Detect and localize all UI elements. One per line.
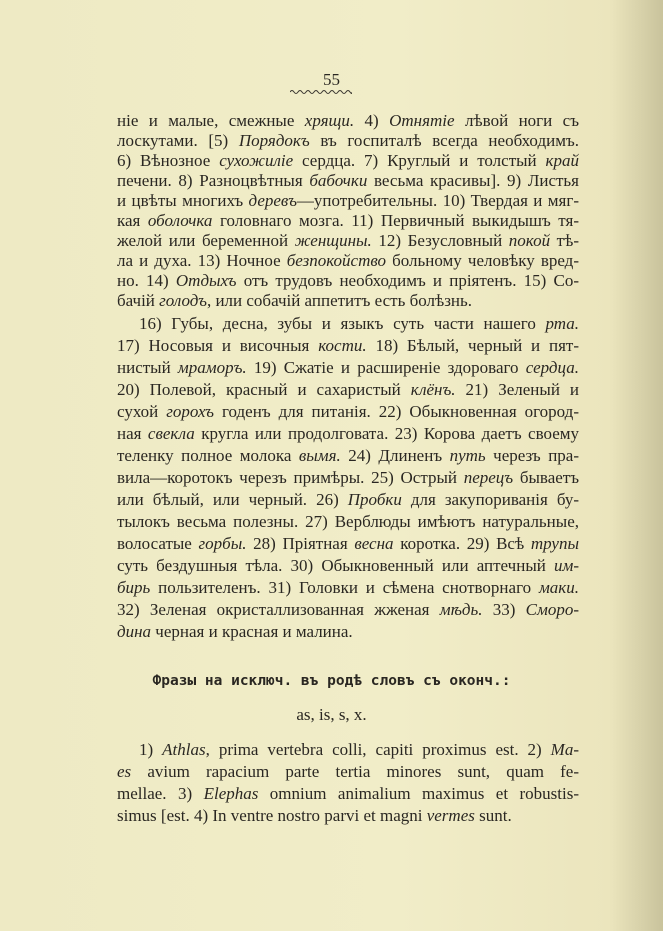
italic-term: деревъ xyxy=(248,191,297,210)
text-line xyxy=(117,231,579,251)
italic-term: весна xyxy=(354,534,394,553)
text-line xyxy=(117,761,579,783)
italic-term: сердца. xyxy=(525,358,579,377)
italic-term: Athlas xyxy=(162,740,206,759)
text-segment: для закупориванія бу- xyxy=(401,490,579,509)
text-segment: вила—коротокъ черезъ примѣры. 25) Острый xyxy=(117,468,464,487)
italic-term: Порядокъ xyxy=(238,131,310,150)
text-segment: ная xyxy=(117,424,148,443)
text-segment: лѣвой ноги съ xyxy=(454,111,579,130)
text-segment: бачій xyxy=(117,291,160,310)
text-line xyxy=(117,401,579,423)
text-segment: желой или беременной xyxy=(117,231,295,250)
text-segment: 17) Носовыя и височныя xyxy=(117,336,319,355)
text-segment: кругла или продолговата. 23) Корова даетъ своему xyxy=(194,424,580,443)
italic-term: горбы. xyxy=(198,534,247,553)
text-segment: больному человѣку вред- xyxy=(386,251,579,270)
text-segment: и цвѣты многихъ xyxy=(117,191,249,210)
italic-term: голодъ xyxy=(159,291,207,310)
italic-term: Сморо- xyxy=(525,600,579,619)
page-body xyxy=(117,111,579,827)
italic-term: Пробки xyxy=(347,490,402,509)
text-line xyxy=(117,577,579,599)
section-heading: Фразы на исключ. въ родѣ словъ съ оконч.: xyxy=(152,673,511,689)
italic-term: край xyxy=(545,151,579,170)
text-segment: печени. 8) Разноцвѣтныя xyxy=(117,171,310,190)
italic-term: горохъ xyxy=(166,402,214,421)
italic-term: свекла xyxy=(147,424,195,443)
italic-term: Отнятіе xyxy=(389,111,455,130)
text-segment: черная и красная и малина. xyxy=(151,622,353,641)
text-segment: simus [est. 4) In ventre nostro parvi et magni xyxy=(117,806,427,825)
text-line xyxy=(117,423,579,445)
text-segment: 32) Зеленая окристаллизованная жженая xyxy=(117,600,440,619)
italic-term: перецъ xyxy=(463,468,514,487)
italic-term: хрящи. xyxy=(304,111,355,130)
italic-term: Elephas xyxy=(203,784,259,803)
text-line xyxy=(117,191,579,211)
text-segment: 16) Губы, десна, зубы и языкъ суть части нашего xyxy=(139,314,546,333)
italic-term: им- xyxy=(553,556,579,575)
text-line xyxy=(117,533,579,555)
italic-term: маки. xyxy=(538,578,579,597)
text-segment: avium rapacium parte tertia minores sunt, quam fe- xyxy=(131,762,579,781)
text-segment: лоскутами. [5) xyxy=(117,131,239,150)
italic-term: женщины. xyxy=(294,231,372,250)
text-line xyxy=(117,739,579,761)
text-line xyxy=(117,313,579,335)
text-line xyxy=(117,271,579,291)
text-segment: пользителенъ. 31) Головки и сѣмена снотворнаго xyxy=(150,578,539,597)
text-segment: ніе и малые, смежные xyxy=(117,111,305,130)
text-segment: 19) Сжатіе и расширеніе здороваго xyxy=(246,358,526,377)
text-segment: или бѣлый, или черный. 26) xyxy=(117,490,348,509)
text-segment: 28) Пріятная xyxy=(246,534,355,553)
text-line xyxy=(117,555,579,577)
text-segment: 18) Бѣлый, черный и пят- xyxy=(366,336,579,355)
text-line xyxy=(117,171,579,191)
text-segment: годенъ для питанія. 22) Обыкновенная огород- xyxy=(214,402,579,421)
italic-term: оболочка xyxy=(147,211,213,230)
text-segment: тѣ- xyxy=(550,231,579,250)
text-segment: бываетъ xyxy=(513,468,580,487)
text-line xyxy=(117,251,579,271)
text-segment: 4) xyxy=(354,111,390,130)
italic-term: рта. xyxy=(545,314,579,333)
italic-term: мраморъ. xyxy=(177,358,247,377)
italic-term: трупы xyxy=(530,534,579,553)
text-segment: волосатые xyxy=(117,534,199,553)
italic-term: мѣдь. xyxy=(439,600,483,619)
text-segment: отъ трудовъ необходимъ и пріятенъ. 15) Со- xyxy=(236,271,579,290)
text-segment: сердца. 7) Круглый и толстый xyxy=(293,151,546,170)
text-segment: 20) Полевой, красный и сахаристый xyxy=(117,380,411,399)
text-line xyxy=(117,511,579,533)
italic-term: Отдыхъ xyxy=(175,271,237,290)
text-line xyxy=(117,467,579,489)
text-line xyxy=(117,489,579,511)
italic-term: покой xyxy=(508,231,551,250)
text-segment: mellae. 3) xyxy=(117,784,204,803)
text-line xyxy=(117,357,579,379)
text-line xyxy=(117,335,579,357)
section-subheading: as, is, s, x. xyxy=(296,705,367,724)
text-segment: весьма красивы]. 9) Листья xyxy=(367,171,580,190)
page-number: 55 xyxy=(323,70,340,89)
italic-term: дина xyxy=(117,622,152,641)
text-line xyxy=(117,211,579,231)
text-line xyxy=(117,151,579,171)
italic-term: сухожиліе xyxy=(219,151,294,170)
text-segment: 24) Длиненъ xyxy=(340,446,450,465)
text-line xyxy=(117,621,579,643)
text-segment: коротка. 29) Всѣ xyxy=(393,534,531,553)
italic-term: кости. xyxy=(318,336,367,355)
decorative-wave-rule xyxy=(290,88,352,96)
text-line xyxy=(117,379,579,401)
text-line xyxy=(117,131,579,151)
text-segment: ла и духа. 13) Ночное xyxy=(117,251,287,270)
text-line xyxy=(117,805,579,827)
text-segment: теленку полное молока xyxy=(117,446,299,465)
text-line xyxy=(117,599,579,621)
italic-term: vermes xyxy=(426,806,475,825)
italic-term: бабочки xyxy=(309,171,368,190)
text-segment: 12) Безусловный xyxy=(371,231,509,250)
italic-term: бирь xyxy=(117,578,151,597)
text-segment: , или собачій аппетитъ есть болѣзнь. xyxy=(206,291,473,310)
text-line xyxy=(117,111,579,131)
italic-term: es xyxy=(117,762,132,781)
text-segment: нистый xyxy=(117,358,178,377)
text-segment: но. 14) xyxy=(117,271,176,290)
italic-term: путь xyxy=(449,446,486,465)
text-segment: 21) Зеленый и xyxy=(455,380,580,399)
text-segment: —употребительны. 10) Твердая и мяг- xyxy=(296,191,580,210)
text-segment: 1) xyxy=(139,740,163,759)
text-segment: sunt. xyxy=(474,806,512,825)
text-segment: , prima vertebra colli, capiti proximus est. 2) xyxy=(205,740,551,759)
text-segment: omnium animalium maximus et robustis- xyxy=(258,784,580,803)
text-segment: тылокъ весьма полезны. 27) Верблюды имѣютъ натуральные, xyxy=(117,512,579,531)
text-line xyxy=(117,445,579,467)
italic-term: вымя. xyxy=(298,446,341,465)
text-segment: суть бездушныя тѣла. 30) Обыкновенный или аптечный xyxy=(117,556,554,575)
text-segment: черезъ пра- xyxy=(485,446,579,465)
paragraph-latin xyxy=(117,739,579,827)
paragraph-russian-2 xyxy=(117,313,579,643)
text-segment: сухой xyxy=(117,402,167,421)
italic-term: клёнъ. xyxy=(410,380,456,399)
text-segment: въ госпиталѣ всегда необходимъ. xyxy=(309,131,579,150)
paragraph-russian-1 xyxy=(117,111,579,311)
text-segment: 6) Вѣнозное xyxy=(117,151,220,170)
text-line xyxy=(117,783,579,805)
italic-term: безпокойство xyxy=(286,251,387,270)
text-segment: 33) xyxy=(482,600,526,619)
text-line xyxy=(117,291,579,311)
text-segment: кая xyxy=(117,211,148,230)
italic-term: Ma- xyxy=(550,740,579,759)
text-segment: головнаго мозга. 11) Первичный выкидышъ тя- xyxy=(212,211,579,230)
